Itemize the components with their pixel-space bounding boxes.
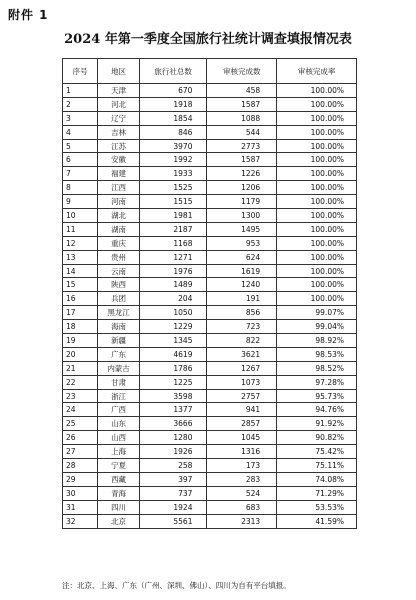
- cell-total: 1976: [139, 264, 207, 278]
- header-total: 旅行社总数: [139, 59, 207, 84]
- cell-region: 海南: [98, 320, 139, 334]
- cell-completed: 856: [207, 306, 277, 320]
- table-row: [63, 125, 357, 139]
- cell-region: 新疆: [98, 334, 139, 348]
- footnote: 注：北京、上海、广东（广州、深圳、佛山）、四川为自有平台填报。: [62, 581, 291, 590]
- cell-completed: 723: [207, 320, 277, 334]
- cell-rate: 90.82%: [277, 431, 357, 445]
- cell-completed: 283: [207, 472, 277, 486]
- cell-region: 青海: [98, 486, 139, 500]
- cell-rate: 100.00%: [277, 181, 357, 195]
- cell-index: 24: [63, 403, 98, 417]
- table-row: [63, 500, 357, 514]
- cell-index: 30: [63, 486, 98, 500]
- cell-total: 1933: [139, 167, 207, 181]
- cell-total: 5561: [139, 514, 207, 528]
- cell-rate: 100.00%: [277, 292, 357, 306]
- cell-region: 重庆: [98, 236, 139, 250]
- cell-completed: 173: [207, 459, 277, 473]
- cell-rate: 98.53%: [277, 347, 357, 361]
- cell-total: 1280: [139, 431, 207, 445]
- cell-completed: 2773: [207, 139, 277, 153]
- cell-rate: 100.00%: [277, 111, 357, 125]
- cell-index: 31: [63, 500, 98, 514]
- cell-completed: 2313: [207, 514, 277, 528]
- cell-total: 1926: [139, 445, 207, 459]
- cell-completed: 2857: [207, 417, 277, 431]
- cell-completed: 191: [207, 292, 277, 306]
- cell-region: 内蒙古: [98, 361, 139, 375]
- cell-region: 甘肃: [98, 375, 139, 389]
- cell-rate: 98.92%: [277, 334, 357, 348]
- table-row: [63, 375, 357, 389]
- table-row: [63, 459, 357, 473]
- cell-completed: 1088: [207, 111, 277, 125]
- cell-rate: 74.08%: [277, 472, 357, 486]
- cell-completed: 1316: [207, 445, 277, 459]
- cell-region: 黑龙江: [98, 306, 139, 320]
- cell-rate: 100.00%: [277, 97, 357, 111]
- cell-rate: 100.00%: [277, 222, 357, 236]
- cell-total: 670: [139, 84, 207, 98]
- cell-total: 3598: [139, 389, 207, 403]
- cell-region: 西藏: [98, 472, 139, 486]
- cell-rate: 100.00%: [277, 84, 357, 98]
- cell-index: 12: [63, 236, 98, 250]
- cell-total: 1786: [139, 361, 207, 375]
- table-row: [63, 306, 357, 320]
- attachment-label: 附件 1: [8, 8, 49, 22]
- cell-total: 1271: [139, 250, 207, 264]
- cell-index: 25: [63, 417, 98, 431]
- cell-completed: 941: [207, 403, 277, 417]
- cell-completed: 3621: [207, 347, 277, 361]
- cell-index: 29: [63, 472, 98, 486]
- cell-region: 兵团: [98, 292, 139, 306]
- cell-region: 山东: [98, 417, 139, 431]
- cell-rate: 99.07%: [277, 306, 357, 320]
- cell-region: 北京: [98, 514, 139, 528]
- cell-rate: 100.00%: [277, 125, 357, 139]
- table-row: [63, 181, 357, 195]
- table-row: [63, 236, 357, 250]
- table-row: [63, 334, 357, 348]
- table-row: [63, 278, 357, 292]
- cell-completed: 1587: [207, 97, 277, 111]
- cell-rate: 97.28%: [277, 375, 357, 389]
- cell-index: 32: [63, 514, 98, 528]
- header-rate: 审核完成率: [277, 59, 357, 84]
- cell-total: 1515: [139, 195, 207, 209]
- cell-index: 3: [63, 111, 98, 125]
- cell-completed: 1587: [207, 153, 277, 167]
- cell-total: 846: [139, 125, 207, 139]
- cell-total: 1345: [139, 334, 207, 348]
- cell-region: 浙江: [98, 389, 139, 403]
- cell-index: 15: [63, 278, 98, 292]
- cell-index: 22: [63, 375, 98, 389]
- cell-region: 四川: [98, 500, 139, 514]
- cell-index: 27: [63, 445, 98, 459]
- cell-region: 宁夏: [98, 459, 139, 473]
- table-row: [63, 167, 357, 181]
- table-row: [63, 486, 357, 500]
- cell-region: 吉林: [98, 125, 139, 139]
- header-index: 序号: [63, 59, 98, 84]
- table-row: [63, 292, 357, 306]
- header-region: 地区: [98, 59, 139, 84]
- table-row: [63, 472, 357, 486]
- cell-rate: 100.00%: [277, 236, 357, 250]
- cell-total: 1229: [139, 320, 207, 334]
- table-row: [63, 445, 357, 459]
- cell-region: 陕西: [98, 278, 139, 292]
- table-row: [63, 111, 357, 125]
- cell-total: 4619: [139, 347, 207, 361]
- cell-region: 天津: [98, 84, 139, 98]
- table-row: [63, 389, 357, 403]
- cell-index: 7: [63, 167, 98, 181]
- cell-rate: 75.11%: [277, 459, 357, 473]
- cell-total: 204: [139, 292, 207, 306]
- cell-index: 14: [63, 264, 98, 278]
- cell-index: 23: [63, 389, 98, 403]
- table-row: [63, 250, 357, 264]
- cell-total: 1168: [139, 236, 207, 250]
- cell-total: 2187: [139, 222, 207, 236]
- cell-region: 贵州: [98, 250, 139, 264]
- table-row: [63, 139, 357, 153]
- cell-completed: 1240: [207, 278, 277, 292]
- table-row: [63, 431, 357, 445]
- table-body: [63, 84, 357, 529]
- table-row: [63, 264, 357, 278]
- table-row: [63, 417, 357, 431]
- cell-rate: 75.42%: [277, 445, 357, 459]
- cell-region: 上海: [98, 445, 139, 459]
- cell-rate: 53.53%: [277, 500, 357, 514]
- table-row: [63, 403, 357, 417]
- cell-total: 397: [139, 472, 207, 486]
- cell-completed: 1179: [207, 195, 277, 209]
- cell-total: 1489: [139, 278, 207, 292]
- cell-completed: 1267: [207, 361, 277, 375]
- cell-region: 安徽: [98, 153, 139, 167]
- cell-region: 云南: [98, 264, 139, 278]
- cell-rate: 100.00%: [277, 278, 357, 292]
- table-row: [63, 514, 357, 528]
- table-row: [63, 97, 357, 111]
- table-row: [63, 222, 357, 236]
- cell-rate: 98.52%: [277, 361, 357, 375]
- cell-completed: 1226: [207, 167, 277, 181]
- cell-index: 16: [63, 292, 98, 306]
- table-row: [63, 195, 357, 209]
- cell-completed: 1300: [207, 209, 277, 223]
- cell-index: 4: [63, 125, 98, 139]
- cell-total: 1924: [139, 500, 207, 514]
- cell-total: 1525: [139, 181, 207, 195]
- cell-region: 广东: [98, 347, 139, 361]
- cell-index: 8: [63, 181, 98, 195]
- cell-completed: 822: [207, 334, 277, 348]
- cell-region: 广西: [98, 403, 139, 417]
- cell-rate: 100.00%: [277, 195, 357, 209]
- table-row: [63, 209, 357, 223]
- cell-region: 江苏: [98, 139, 139, 153]
- cell-total: 1377: [139, 403, 207, 417]
- table-row: [63, 84, 357, 98]
- cell-index: 21: [63, 361, 98, 375]
- cell-total: 3970: [139, 139, 207, 153]
- table-row: [63, 347, 357, 361]
- statistics-table: [62, 58, 357, 529]
- cell-rate: 99.04%: [277, 320, 357, 334]
- cell-index: 9: [63, 195, 98, 209]
- cell-index: 2: [63, 97, 98, 111]
- cell-rate: 41.59%: [277, 514, 357, 528]
- cell-index: 11: [63, 222, 98, 236]
- cell-region: 江西: [98, 181, 139, 195]
- cell-index: 18: [63, 320, 98, 334]
- cell-index: 10: [63, 209, 98, 223]
- page-title: 2024 年第一季度全国旅行社统计调查填报情况表: [64, 32, 352, 47]
- cell-index: 1: [63, 84, 98, 98]
- cell-rate: 100.00%: [277, 167, 357, 181]
- cell-rate: 100.00%: [277, 153, 357, 167]
- cell-rate: 91.92%: [277, 417, 357, 431]
- cell-rate: 100.00%: [277, 209, 357, 223]
- table-row: [63, 153, 357, 167]
- cell-region: 山西: [98, 431, 139, 445]
- cell-completed: 544: [207, 125, 277, 139]
- cell-total: 1050: [139, 306, 207, 320]
- cell-completed: 624: [207, 250, 277, 264]
- table-row: [63, 320, 357, 334]
- cell-index: 26: [63, 431, 98, 445]
- cell-rate: 100.00%: [277, 250, 357, 264]
- cell-completed: 1045: [207, 431, 277, 445]
- cell-region: 辽宁: [98, 111, 139, 125]
- cell-rate: 100.00%: [277, 264, 357, 278]
- cell-completed: 1206: [207, 181, 277, 195]
- cell-total: 258: [139, 459, 207, 473]
- cell-rate: 94.76%: [277, 403, 357, 417]
- table-header-row: [63, 59, 357, 84]
- cell-index: 5: [63, 139, 98, 153]
- header-completed: 审核完成数: [207, 59, 277, 84]
- cell-index: 28: [63, 459, 98, 473]
- cell-completed: 1495: [207, 222, 277, 236]
- cell-rate: 71.29%: [277, 486, 357, 500]
- cell-index: 20: [63, 347, 98, 361]
- cell-index: 17: [63, 306, 98, 320]
- cell-completed: 953: [207, 236, 277, 250]
- cell-total: 1918: [139, 97, 207, 111]
- cell-total: 1854: [139, 111, 207, 125]
- cell-total: 1992: [139, 153, 207, 167]
- cell-rate: 100.00%: [277, 139, 357, 153]
- cell-completed: 1619: [207, 264, 277, 278]
- cell-index: 19: [63, 334, 98, 348]
- cell-total: 1225: [139, 375, 207, 389]
- cell-rate: 95.73%: [277, 389, 357, 403]
- cell-total: 3666: [139, 417, 207, 431]
- cell-index: 6: [63, 153, 98, 167]
- cell-completed: 683: [207, 500, 277, 514]
- cell-region: 河北: [98, 97, 139, 111]
- cell-total: 737: [139, 486, 207, 500]
- cell-total: 1981: [139, 209, 207, 223]
- cell-region: 河南: [98, 195, 139, 209]
- cell-completed: 2757: [207, 389, 277, 403]
- cell-completed: 458: [207, 84, 277, 98]
- cell-region: 湖北: [98, 209, 139, 223]
- cell-region: 福建: [98, 167, 139, 181]
- table-row: [63, 361, 357, 375]
- cell-completed: 1073: [207, 375, 277, 389]
- cell-region: 湖南: [98, 222, 139, 236]
- cell-completed: 524: [207, 486, 277, 500]
- cell-index: 13: [63, 250, 98, 264]
